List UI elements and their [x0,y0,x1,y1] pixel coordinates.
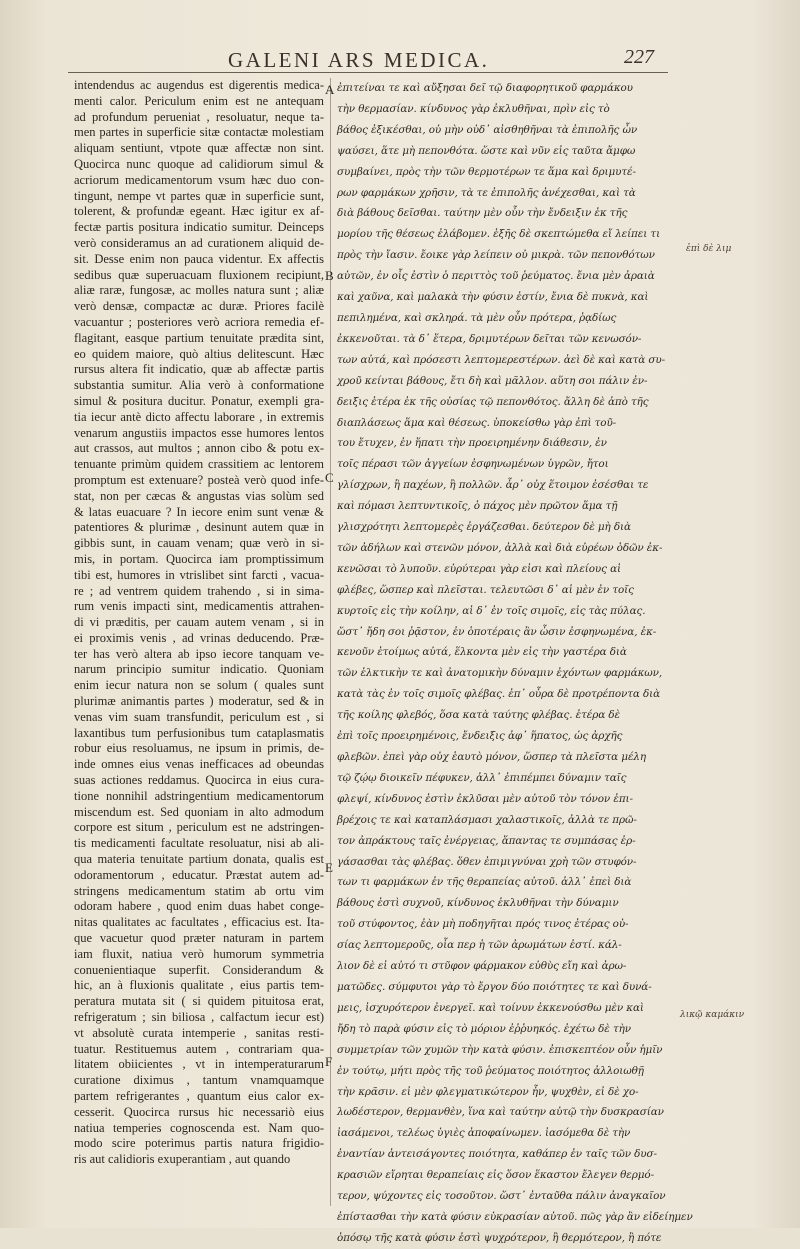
header-rule [68,72,668,73]
latin-text-line: aliquam sentiunt, vtpote quæ affectæ non sint. [74,141,324,156]
latin-text-line: laxantibus tum perfusionibus tum cataplasmatis [74,725,324,740]
latin-text-line: odoram habere , quod enim duas habet conge- [74,899,324,914]
latin-text-line: odoramentorum , educatur. Præstat autem ad- [74,867,324,882]
latin-text-line: tingunt, nempe vt partes quæ in superficie sunt, [74,188,324,203]
greek-text-line: φλεβῶν. ἐπεὶ γὰρ οὐχ ἑαυτὸ μόνον, ὥσπερ τὰ πλεῖστα μέλη [337,751,647,763]
latin-text-line: robur eius resoluamus, ne ipsum in primis, de- [74,741,324,756]
latin-text-line: Quocirca nunc quoque ad calidiorum simul & [74,156,324,171]
greek-text-line: ἐκκενοῦται. τὰ δ᾽ ἕτερα, δριμυτέρων δεῖται τῶν κενωσόν- [337,332,642,345]
latin-text-line: mis, in portam. Quocirca iam promptissimum [74,551,324,566]
greek-text-line: καὶ πόμασι λεπτυντικοῖς, ὁ πάχος μὲν πρῶτον ἅμα τῇ [337,500,618,513]
latin-text-line: aliæ raræ, fungosæ, ac molles natura sunt ; aliæ [74,283,324,298]
greek-text-line: πρὸς τὴν ἴασιν. ἔοικε γὰρ λείπειν οὐ μικρὰ. τῶν πεπονθότων [337,249,655,262]
latin-text-line: enim iecur natura non se solum ( quales sunt [74,678,324,693]
latin-text-line: inde omnes eius venas inefficaces ad obeundas [74,757,324,772]
greek-text-line: γάσασθαι τὰς φλέβας. ὅθεν ἐπιμιγνύναι χρὴ τῶν στυφόν- [337,855,637,868]
section-marker-a: A [325,82,335,97]
latin-text-line: di vi præditis, per cauam autem venam , si in [74,615,324,630]
latin-text-line: ris aut calidioris exuperantiam , aut quando [74,1152,291,1167]
section-marker-b: B [325,268,334,283]
greek-text-line: των τι φαρμάκων ἐν τῆς θεραπείας αὐτοῦ. ἀλλ᾽ ἐπεὶ διὰ [337,876,632,889]
latin-text-line: qua materia tenuitate partium donata, qualis est [74,852,324,867]
latin-text-line: flagitant, easque partium tenuitate prædita sint, [74,330,324,345]
latin-text-line: ei proximis venis , ad vrinas deducendo. Præ- [74,630,324,645]
latin-text-line: suas actiones reddamus. Quocirca in eius cura- [74,773,324,788]
running-title: GALENI ARS MEDICA. [228,48,490,72]
greek-text-line: ὥστ᾽ ἤδη σοι ῥᾷστον, ἐν ὁποτέραις ἂν ὦσιν ἐσφηνωμένα, ἐκ- [337,625,657,638]
greek-text-line: τὴν θερμασίαν. κίνδυνος γὰρ ἐκλυθῆναι, πρὶν εἰς τὸ [337,102,610,115]
greek-text-line: ἐπίστασθαι τὴν κατὰ φύσιν εὐκρασίαν αὐτοῦ. πῶς γὰρ ἂν εἰδείημεν [337,1210,693,1223]
latin-text-line: vacuantur ; posteriores verò acriora remedia ef- [74,314,324,329]
latin-text-line: cesserit. Quocirca rursus hic necessariò eius [74,1104,324,1119]
greek-text-line: ψαύσει, ἅτε μὴ πεπονθότα. ὥστε καὶ νῦν εἰς ταῦτα ἄμφω [337,144,636,157]
greek-text-line: βάθους ἐστὶ συχνοῦ, κίνδυνος ἐκλυθῆναι τὴν δύναμιν [337,897,619,910]
greek-text-line: γλίσχρων, ἢ παχέων, ἢ πολλῶν. ἆρ᾽ οὐχ ἕτοιμον ἐσέσθαι τε [337,479,649,492]
latin-text-line: rum venis impacti sint, medicamentis attrahen- [74,599,324,614]
section-marker-f: F [325,1054,333,1069]
latin-text-line: menti calor. Periculum enim est ne antequam [74,93,324,108]
greek-text-line: κυρτοῖς εἰς τὴν κοίλην, αἱ δ᾽ ἐν τοῖς σιμοῖς, εἰς τὰς πύλας. [337,604,646,617]
section-marker-c: C [325,470,334,485]
latin-text-line: tibi est, humores in vtrislibet sint farcti , vacua- [74,567,324,582]
latin-text-line: eo quidem maiore, quò altius delitescunt. Hæc [74,346,324,361]
column-divider [330,78,331,1206]
latin-text-line: curatione diximus , tantum vnamquamque [74,1073,324,1088]
greek-text-line: γλισχρότητι λεπτομερὲς ἐργάζεσθαι. δεύτερον δὲ μὴ διὰ [337,521,631,534]
latin-text-line: substantia sumitur. Alia verò à conformatione [74,378,324,393]
latin-text-line: gibbis sunt, in cauam venam; quæ verò in si- [74,536,324,551]
latin-text-line: & latas euacuare ? In iecore enim sunt venæ & [74,504,324,519]
page-number: 227 [624,46,654,68]
greek-text-line: τῶν ἑλκτικὴν τε καὶ ἀνατομικὴν δύναμιν ἐχόντων φαρμάκων, [337,667,663,680]
greek-text-line: μορίου τῆς θέσεως ἐλάβομεν. ἑξῆς δὲ σκεπτώμεθα εἴ λείπει τι [337,228,661,241]
latin-text-line: litatem obiicientes , vt in intemperaturarum [74,1057,324,1072]
latin-text-line: ad profundum perueniat , resoluatur, neque ta- [74,109,324,124]
greek-text-line: πεπιλημένα, καὶ σκληρά. τὰ μὲν οὖν πρότερα, ῥᾳδίως [337,311,617,324]
greek-text-line: σίας λεπτομεροῦς, οἷα περ ἡ τῶν ἀρωμάτων ἐστί. κάλ- [337,939,622,952]
latin-text-line: men partes in superficie sitæ contactæ molestiam [74,125,324,140]
latin-text-line: refrigeratum ; sin biliosa , calfactum iecur est) [74,1010,324,1025]
latin-text-line: promptum est extenuare? posteà verò quod infe- [74,472,324,487]
greek-text-line: ματῶδες. σύμφυτοι γὰρ τὸ ἔργον δύο ποιότητες τε καὶ δυνά- [337,980,652,993]
latin-text-line: sit. Desse enim non pauca videntur. Ex affectis [74,251,324,266]
latin-text-line: venas vim suam transfundit, periculum est , si [74,709,324,724]
latin-text-line: ter has verò altera ab ipso iecore tanquam ve- [74,646,324,661]
greek-text-line: του ἔτυχεν, ἐν ἥπατι τὴν προειρημένην διάθεσιν, ἐν [337,437,607,450]
greek-text-line: διαπλάσεως ἅμα καὶ θέσεως. ὑποκείσθω γὰρ ἐπὶ τοῦ- [337,416,617,429]
greek-text-line: ὁπόσῳ τῆς κατὰ φύσιν ἐστὶ ψυχρότερον, ἢ θερμότερον, ἢ πότε [337,1231,662,1244]
latin-text-line: stringens medicamentum statim ab ortu vim [74,883,324,898]
greek-text-line: τὴν κρᾶσιν. εἰ μὲν φλεγματικώτερον ἦν, ψυχθὲν, εἰ δὲ χο- [337,1085,639,1098]
latin-text-line: aut crassos, aut multos ; annon cibo & potu ex- [74,441,324,456]
latin-text-line: sedibus quæ superuacuam fluxionem recipiunt, [74,267,324,282]
greek-text-line: συμμετρίαν τῶν χυμῶν τὴν κατὰ φύσιν. ἐπισκεπτέον οὖν ἡμῖν [337,1043,663,1056]
margin-note-1: ἐπὶ δὲ λιμ [686,244,732,254]
greek-text-line: ρων φαρμάκων χρῆσιν, τὰ τε ἐπιπολῆς ἀνέχεσθαι, καὶ τὰ [337,186,636,199]
latin-text-line: modo scire poterimus partis natura frigidio- [74,1136,324,1151]
latin-text-line: natiua temperies cognoscenda est. Nam quo- [74,1120,324,1135]
latin-text-line: acriorum medicamentorum vsum hæc duo con- [74,172,324,187]
greek-text-line: βρέχοις τε καὶ καταπλάσμασι χαλαστικοῖς, ἀλλὰ τε πρῶ- [337,813,637,826]
latin-text-line: tolerent, & profundæ egeant. Hæc igitur ex af- [74,204,324,219]
latin-text-line: miscendum est. Sed quoniam in alto admodum [74,804,324,819]
greek-text-line: ἐναντίαν ἀντεισάγοντες ποιότητα, καθάπερ ἐν ταῖς τῶν δυσ- [337,1148,657,1161]
latin-text-line: tenuante primùm quidem crassitiem ac lentorem [74,457,324,472]
greek-text-line: δειξις ἑτέρα ἐκ τῆς οὐσίας τῷ πεπονθότος. ἄλλη δὲ ἀπὸ τῆς [337,395,649,408]
greek-text-line: τῷ ζῴῳ διοικεῖν πέφυκεν, ἀλλ᾽ ἐπιπέμπει δύναμιν ταῖς [337,771,627,784]
greek-text-line: τοῦ στύφοντος, ἐὰν μὴ ποδηγῆται πρός τινος ἑτέρας οὐ- [337,918,629,931]
greek-text-line: τῆς κοίλης φλεβός, ὅσα κατὰ ταύτης φλέβας. ἑτέρα δὲ [337,709,620,722]
greek-text-line: διὰ βάθους δεῖσθαι. ταύτην μὲν οὖν τὴν ἔνδειξιν ἐκ τῆς [337,207,628,220]
greek-text-line: κενῶσαι τὸ λυποῦν. εὐρύτεραι γὰρ εἰσι καὶ πλείους αἱ [337,562,621,575]
latin-text-line: verò densæ, compactæ ac duræ. Priores facilè [74,299,324,314]
greek-text-line: κατὰ τὰς ἐν τοῖς σιμοῖς φλέβας. ἐπ᾽ οὖρα δὲ προτρέποντα διὰ [337,688,661,701]
latin-text-line: peratura mutata sit ( si quidem pituitosa erat, [74,994,324,1009]
greek-text-line: χροῦ κείνται βάθους, ἔτι δὴ καὶ μᾶλλον. αὕτη σοι πάλιν ἐν- [337,374,648,387]
latin-text-line: corpore est situm , periculum est ne adstringen- [74,820,324,835]
latin-text-line: patentiores & plurimæ , desinunt autem quæ in [74,520,324,535]
latin-text-line: iam fluxit, natiua verò humorum symmetria [74,946,324,961]
latin-text-line: partem refrigerantes , quantum eius calor ex- [74,1089,324,1103]
latin-text-line: verò consideramus an ad curationem aliquid de- [74,235,324,250]
greek-text-line: ἤδη τὸ παρὰ φύσιν εἰς τὸ μόριον ἐῤῥυηκός. ἐχέτω δὲ τὴν [337,1022,631,1035]
latin-text-line: fectæ partis positura indicatio sumitur. Deinceps [74,220,324,235]
latin-text-line: conuenientiaque superfit. Considerandum & [74,962,324,977]
greek-text-line: λωδέστερον, θερμανθὲν, ἵνα καὶ ταύτην αὐτῷ τὴν δυσκρασίαν [337,1106,664,1119]
greek-text-line: κενοῦν ἑτοίμως αὐτά, ἕλκοντα μὲν εἰς τὴν γαστέρα διὰ [337,646,627,659]
greek-text-line: τερον, ψύχοντες εἰς τοσοῦτον. ὥστ᾽ ἐνταῦθα πάλιν ἀναγκαῖον [337,1190,666,1203]
greek-text-line: φλεψί, κίνδυνος ἐστὶν ἐκλῦσαι μὲν αὐτοῦ τὸν τόνον ἐπι- [337,792,633,805]
latin-text-line: intendendus ac augendus est digerentis medica- [74,78,324,92]
latin-text-line: venarum angustiis impactos esse humores lentos [74,425,324,440]
latin-text-line: rursus altera fit indicatio, quæ ab affectæ partis [74,362,324,377]
greek-text-line: τῶν ἀδήλων καὶ στενῶν μόνον, ἀλλὰ καὶ διὰ εὐρέων ὁδῶν ἐκ- [337,541,663,554]
latin-text-line: re ; ad ventrem quidem trahendo , si in sima- [74,583,324,598]
latin-text-line: nitas qualitates ac facultates , efficacius est. Ita- [74,915,324,930]
greek-text-line: βάθος ἐξικέσθαι, οὐ μὴν οὐδ᾽ αἰσθηθῆναι τὰ ἐπιπολῆς ὧν [337,123,638,136]
latin-text-line: stat, non per cæcas & angustas vias solùm sed [74,488,324,503]
latin-text-line: vt absolutè curata intemperie , sanitas resti- [74,1025,324,1040]
greek-text-line: ἐπὶ τοῖς προειρημένοις, ἔνδειξις ἀφ᾽ ἥπατος, ὡς ἀρχῆς [337,730,623,743]
greek-column [337,78,693,1249]
greek-text-line: ἐν τούτῳ, μήτι πρὸς τῆς τοῦ ῥεύματος ποιότητος ἀλλοιωθῇ [337,1064,644,1077]
page-header [0,46,800,74]
latin-text-line: hic, an à fluxionis qualitate , eius partis tem- [74,978,324,993]
latin-column [74,78,324,1168]
latin-text-line: plurimæ animantis partes ) moderatur, sed & in [74,694,324,709]
greek-text-line: λιον δὲ εἰ αὐτό τι στῦφον φάρμακον εὐθὺς εἴη καὶ ἀρω- [337,960,627,973]
greek-text-line: κρασιῶν εἴρηται θεραπείαις εἰς ὅσον ἕκαστον ἔλεγεν θερμό- [337,1169,654,1182]
latin-text-line: tis medicamenti facultate resoluatur, nisi ab ali- [74,836,324,851]
greek-text-line: μεις, ἰσχυρότερον ἐνεργεῖ. καὶ τοίνυν ἐκκενούσθω μὲν καὶ [337,1001,644,1014]
latin-text-line: narum principio sumitur indicatio. Quoniam [74,662,324,677]
greek-text-line: ἐπιτείναι τε καὶ αὔξησαι δεῖ τῷ διαφορητικοῦ φαρμάκου [337,82,633,94]
margin-note-2: λικῷ καμάκιν [680,1010,745,1020]
latin-text-line: que vacuetur quod præter naturam in partem [74,931,324,946]
latin-text-line: simul & positura ducitur. Ponatur, exempli gra- [74,393,324,408]
greek-text-line: των αὐτά, καὶ πρόσεστι λεπτομερεστέρων. ἀεὶ δὲ καὶ κατὰ συ- [337,353,665,366]
latin-text-line: tione nonnihil adstringentium medicamentorum [74,788,324,803]
greek-text-line: φλέβες, ὥσπερ καὶ πλεῖσται. τελευτῶσι δ᾽ αἱ μὲν ἐν τοῖς [337,583,634,596]
section-marker-e: E [325,860,333,875]
latin-text-line: tia iecur antè dicto affectu laborare , in extremis [74,409,324,424]
greek-text-line: ἰασάμενοι, τελέως ὑγιὲς ἀποφαίνωμεν. ἰασόμεθα δὲ τὴν [337,1127,631,1140]
latin-text-line: tuatur. Restituemus autem , contrariam qua- [74,1041,324,1056]
greek-text-line: τον ἀπράκτους ταῖς ἐνέργειας, ἅπαντας τε συμπάσας ἐρ- [337,834,636,847]
greek-text-line: τοῖς πέρασι τῶν ἀγγείων ἐσφηνωμένων ὑγρῶν, ἤτοι [337,458,609,471]
greek-text-line: καὶ χαῦνα, καὶ μαλακὰ τὴν φύσιν ἐστίν, ἔνια δὲ πυκνὰ, καὶ [337,291,649,304]
greek-text-line: συμβαίνει, πρὸς τὴν τῶν θερμοτέρων τε ἅμα καὶ δριμυτέ- [337,165,636,178]
greek-text-line: αὐτῶν, ἐν οἷς ἐστὶν ὁ περιττὸς τοῦ ῥεύματος. ἔνια μὲν ἀραιὰ [337,270,655,283]
